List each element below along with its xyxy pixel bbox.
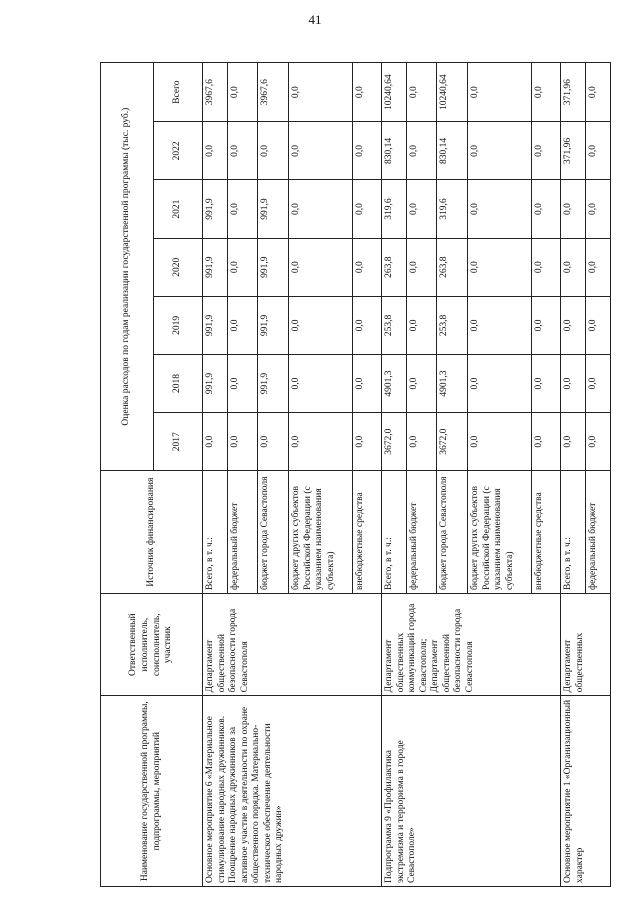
value-cell: 0,0 <box>468 180 532 238</box>
value-cell: 0,0 <box>228 180 258 238</box>
total-cell: 0,0 <box>586 63 611 122</box>
value-cell: 0,0 <box>532 354 561 412</box>
total-cell: 10240,64 <box>382 63 407 122</box>
value-cell: 0,0 <box>561 354 586 412</box>
value-cell: 0,0 <box>561 413 586 471</box>
value-cell: 0,0 <box>561 180 586 238</box>
source-cell: федеральный бюджет <box>586 471 611 594</box>
value-cell: 0,0 <box>468 354 532 412</box>
executor-name: Департамент общественной безопасности города Севастополя <box>203 594 382 696</box>
value-cell: 0,0 <box>353 296 382 354</box>
value-cell: 0,0 <box>203 413 228 471</box>
value-cell: 991,9 <box>203 296 228 354</box>
value-cell: 0,0 <box>407 238 437 296</box>
value-cell: 0,0 <box>258 413 289 471</box>
value-cell: 0,0 <box>228 413 258 471</box>
rotated-table-container <box>100 62 608 887</box>
value-cell: 0,0 <box>586 238 611 296</box>
executor-name: Департамент общественных коммуникаций города Севастополя; Департамент общественной безопасности города Севастополя <box>382 594 561 696</box>
program-name: Подпрограмма 9 «Профилактика экстремизма и терроризма в городе Севастополе» <box>382 696 561 887</box>
value-cell: 3672,0 <box>437 413 468 471</box>
value-cell: 991,9 <box>203 180 228 238</box>
value-cell: 0,0 <box>532 413 561 471</box>
page-number: 41 <box>308 12 322 27</box>
header-year: 2021 <box>154 180 203 238</box>
header-total: Всего <box>154 63 203 122</box>
header-executor: Ответственный исполнитель, соисполнитель, участник <box>101 594 203 696</box>
program-name: Основное мероприятие 1 «Организационный характер <box>561 696 611 887</box>
table-row <box>382 63 407 887</box>
executor-name: Департамент общественных <box>561 594 611 696</box>
value-cell: 830,14 <box>437 122 468 180</box>
value-cell: 991,9 <box>258 354 289 412</box>
value-cell: 0,0 <box>353 413 382 471</box>
source-cell: внебюджетные средства <box>532 471 561 594</box>
value-cell: 830,14 <box>382 122 407 180</box>
value-cell: 0,0 <box>289 354 353 412</box>
value-cell: 0,0 <box>586 296 611 354</box>
value-cell: 0,0 <box>532 238 561 296</box>
header-estimate: Оценка расходов по годам реализации государственной программы (тыс. руб.) <box>101 63 154 471</box>
header-year: 2020 <box>154 238 203 296</box>
value-cell: 0,0 <box>468 122 532 180</box>
value-cell: 0,0 <box>228 296 258 354</box>
value-cell: 0,0 <box>586 413 611 471</box>
value-cell: 0,0 <box>532 180 561 238</box>
table-row <box>561 63 586 887</box>
value-cell: 253,8 <box>437 296 468 354</box>
source-cell: бюджет других субъектов Российской Федерации (с указанием наименования субъекта) <box>468 471 532 594</box>
value-cell: 991,9 <box>203 238 228 296</box>
value-cell: 0,0 <box>532 122 561 180</box>
header-year: 2019 <box>154 296 203 354</box>
value-cell: 991,9 <box>258 296 289 354</box>
value-cell: 0,0 <box>353 238 382 296</box>
value-cell: 0,0 <box>586 122 611 180</box>
value-cell: 0,0 <box>586 180 611 238</box>
value-cell: 0,0 <box>228 354 258 412</box>
value-cell: 253,8 <box>382 296 407 354</box>
total-cell: 0,0 <box>407 63 437 122</box>
source-cell: бюджет города Севастополя <box>258 471 289 594</box>
value-cell: 4901,3 <box>437 354 468 412</box>
value-cell: 0,0 <box>468 413 532 471</box>
header-source: Источник финансирования <box>101 471 203 594</box>
table-row <box>203 63 228 887</box>
total-cell: 0,0 <box>353 63 382 122</box>
value-cell: 991,9 <box>203 354 228 412</box>
value-cell: 0,0 <box>289 413 353 471</box>
value-cell: 0,0 <box>289 238 353 296</box>
total-cell: 3967,6 <box>258 63 289 122</box>
value-cell: 0,0 <box>561 238 586 296</box>
header-year: 2017 <box>154 413 203 471</box>
value-cell: 0,0 <box>289 180 353 238</box>
value-cell: 263,8 <box>437 238 468 296</box>
value-cell: 0,0 <box>407 413 437 471</box>
value-cell: 0,0 <box>203 122 228 180</box>
source-cell: внебюджетные средства <box>353 471 382 594</box>
value-cell: 0,0 <box>258 122 289 180</box>
source-cell: федеральный бюджет <box>228 471 258 594</box>
value-cell: 0,0 <box>468 296 532 354</box>
source-cell: Всего, в т. ч.: <box>203 471 228 594</box>
source-cell: Всего, в т. ч.: <box>561 471 586 594</box>
value-cell: 319,6 <box>382 180 407 238</box>
value-cell: 0,0 <box>468 238 532 296</box>
source-cell: федеральный бюджет <box>407 471 437 594</box>
value-cell: 0,0 <box>407 180 437 238</box>
value-cell: 263,8 <box>382 238 407 296</box>
value-cell: 0,0 <box>289 122 353 180</box>
value-cell: 0,0 <box>228 238 258 296</box>
value-cell: 0,0 <box>586 354 611 412</box>
value-cell: 371,96 <box>561 122 586 180</box>
value-cell: 319,6 <box>437 180 468 238</box>
value-cell: 0,0 <box>353 354 382 412</box>
expenditure-table <box>100 62 611 887</box>
value-cell: 0,0 <box>289 296 353 354</box>
source-cell: бюджет города Севастополя <box>437 471 468 594</box>
header-program: Наименование государственной программы, подпрограммы, мероприятий <box>101 696 203 887</box>
header-year: 2018 <box>154 354 203 412</box>
total-cell: 0,0 <box>532 63 561 122</box>
program-name: Основное мероприятие 6 «Материальное стимулирование народных дружинников. Поощрение народных дружинников за активное участие в деятельности по охране общественного порядка. Материально-техническое обеспечение деятельности народных дружин» <box>203 696 382 887</box>
value-cell: 0,0 <box>407 296 437 354</box>
value-cell: 4901,3 <box>382 354 407 412</box>
total-cell: 0,0 <box>228 63 258 122</box>
value-cell: 3672,0 <box>382 413 407 471</box>
total-cell: 371,96 <box>561 63 586 122</box>
source-cell: бюджет других субъектов Российской Федерации (с указанием наименования субъекта) <box>289 471 353 594</box>
value-cell: 0,0 <box>407 354 437 412</box>
total-cell: 3967,6 <box>203 63 228 122</box>
total-cell: 0,0 <box>289 63 353 122</box>
value-cell: 0,0 <box>532 296 561 354</box>
value-cell: 0,0 <box>228 122 258 180</box>
source-cell: Всего, в т. ч.: <box>382 471 407 594</box>
value-cell: 991,9 <box>258 238 289 296</box>
value-cell: 991,9 <box>258 180 289 238</box>
header-year: 2022 <box>154 122 203 180</box>
total-cell: 10240,64 <box>437 63 468 122</box>
value-cell: 0,0 <box>407 122 437 180</box>
value-cell: 0,0 <box>353 180 382 238</box>
value-cell: 0,0 <box>353 122 382 180</box>
total-cell: 0,0 <box>468 63 532 122</box>
value-cell: 0,0 <box>561 296 586 354</box>
